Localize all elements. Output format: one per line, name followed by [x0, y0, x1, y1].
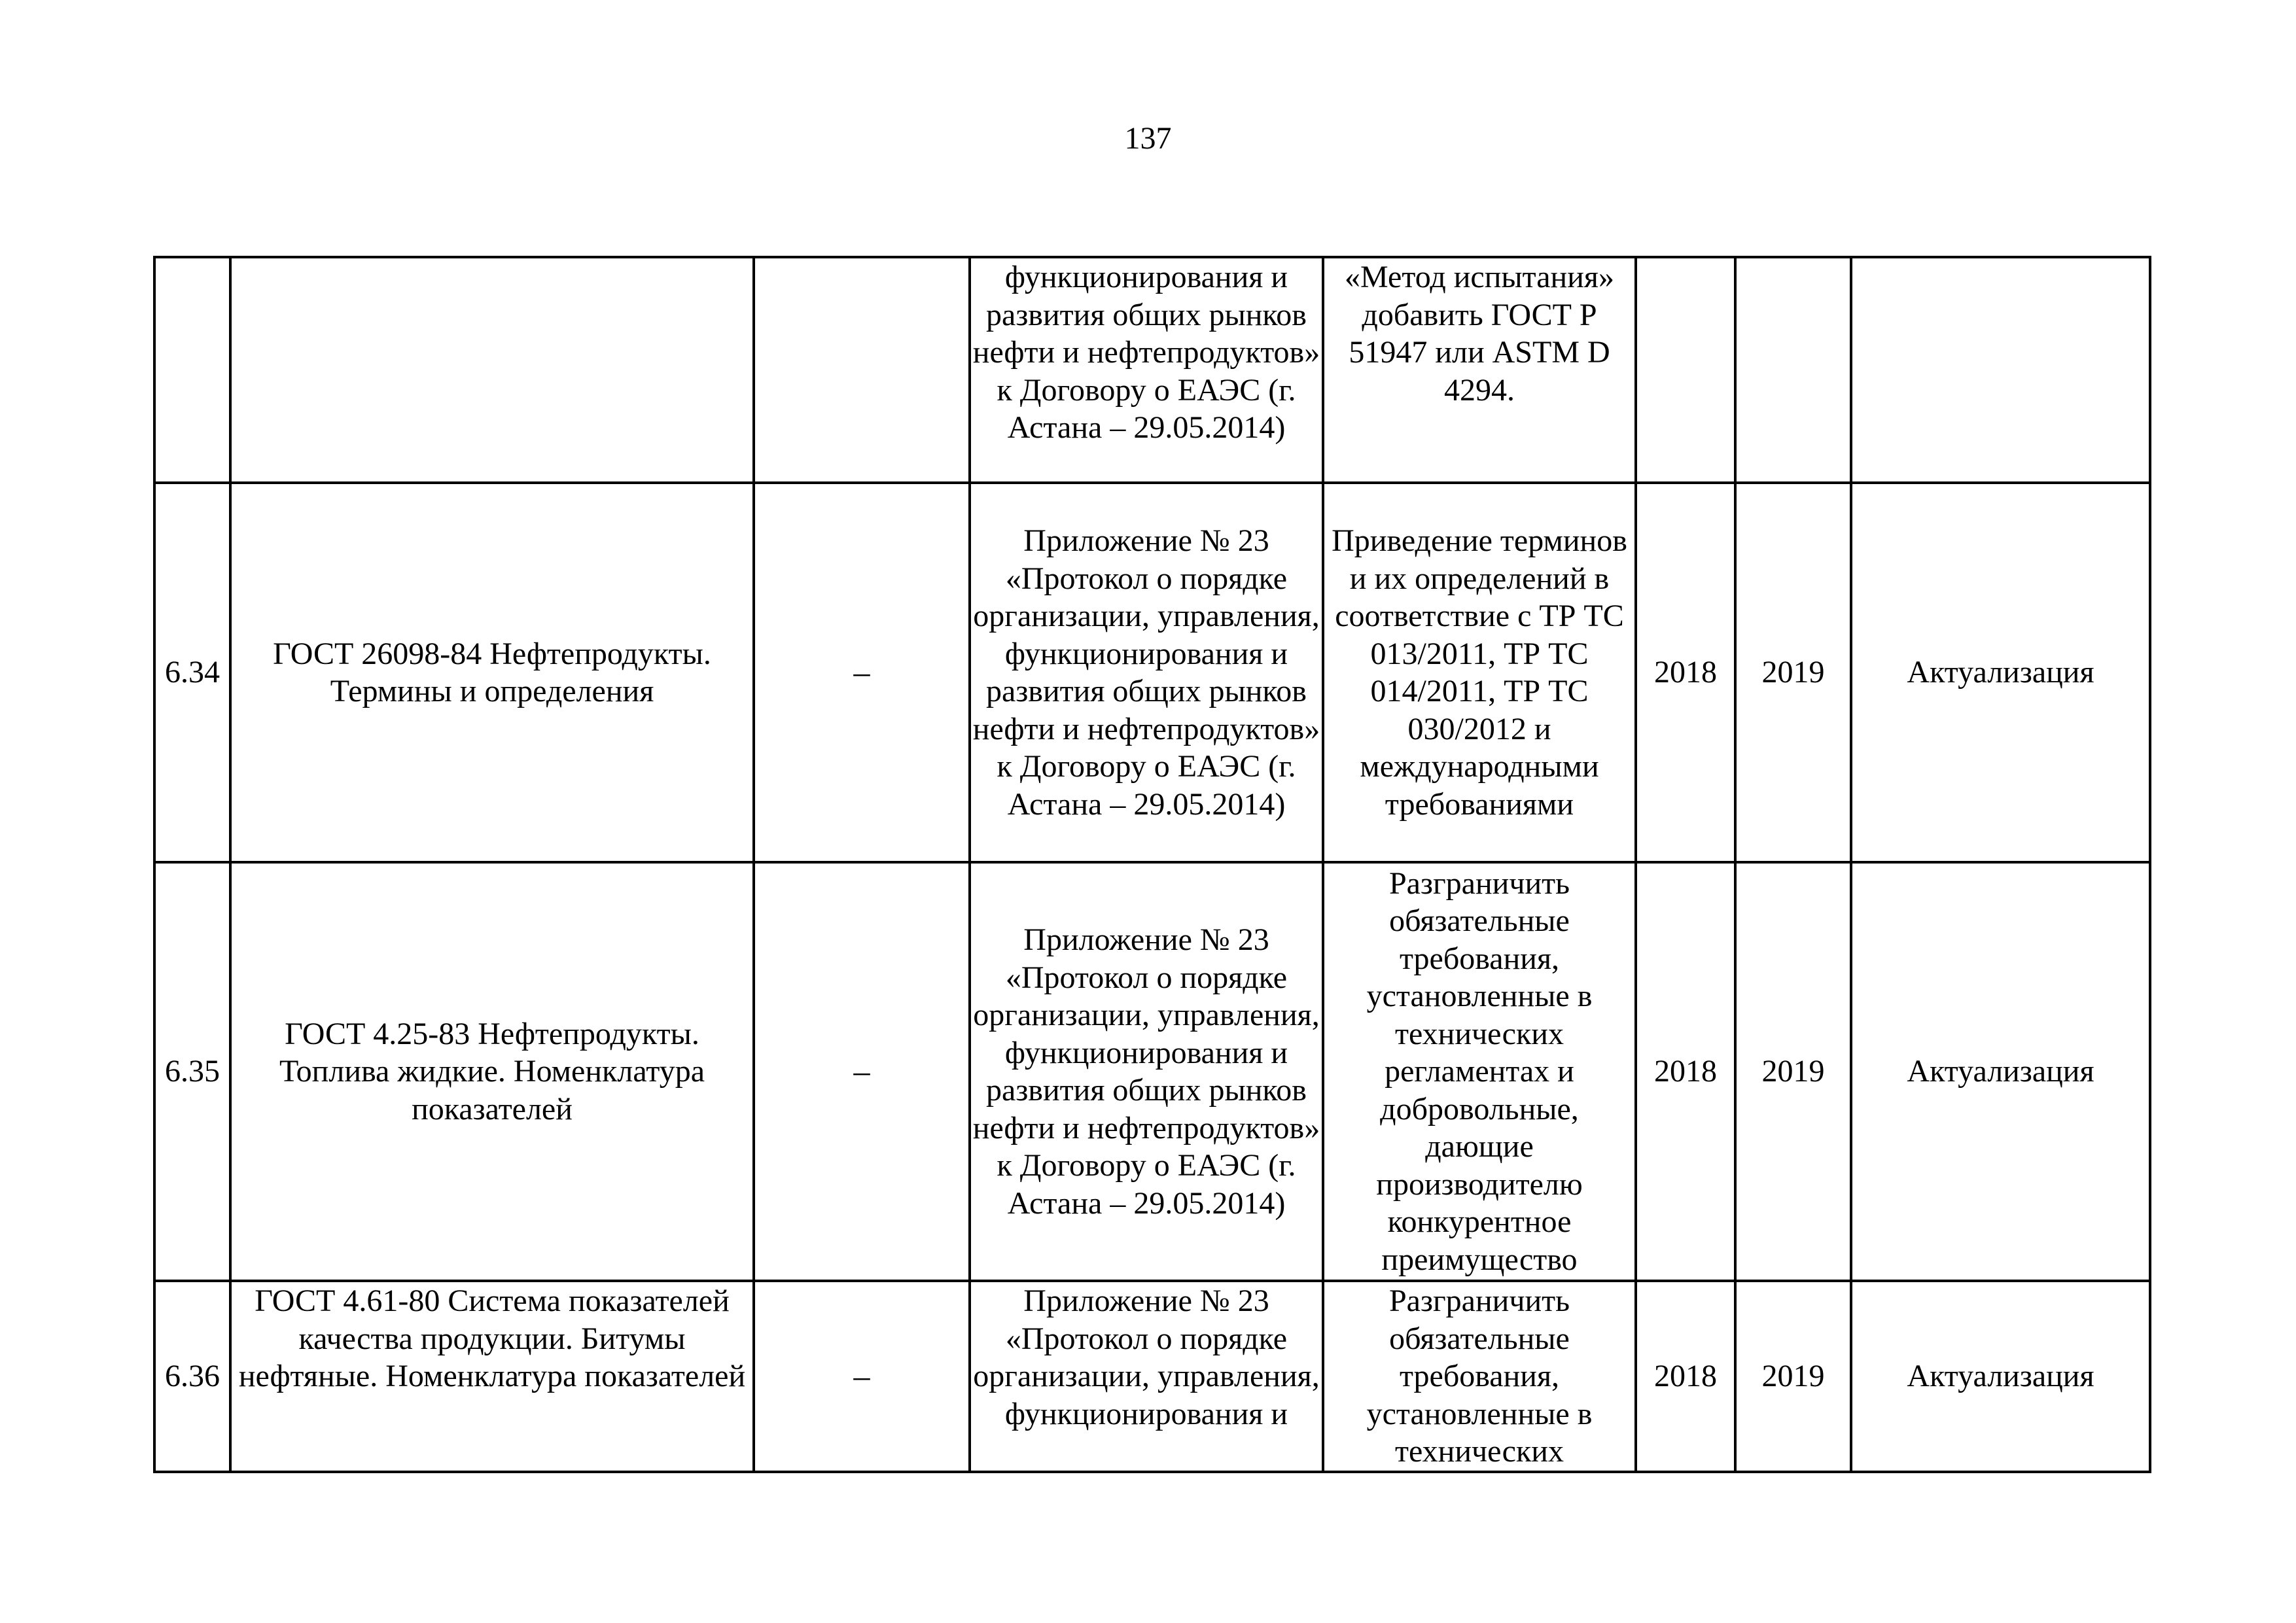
end-year-cell: 2019: [1735, 483, 1851, 862]
start-year-cell: 2018: [1636, 862, 1735, 1281]
action-cell: Актуализация: [1851, 483, 2150, 862]
row-number: 6.35: [154, 862, 230, 1281]
table-row: [154, 257, 2150, 483]
standard-cell: ГОСТ 4.61-80 Система показателей качества продукции. Битумы нефтяные. Номенклатура показателей: [230, 1281, 754, 1472]
standards-table: [153, 256, 2151, 1473]
basis-cell: Приложение № 23 «Протокол о порядке организации, управления, функционирования и: [970, 1281, 1323, 1472]
dash-cell: [754, 257, 970, 483]
action-cell: Актуализация: [1851, 862, 2150, 1281]
reason-cell: Разграничить обязательные требования, установленные в технических: [1323, 1281, 1636, 1472]
dash-cell: –: [754, 1281, 970, 1472]
reason-cell: Приведение терминов и их определений в соответствие с ТР ТС 013/2011, ТР ТС 014/2011, ТР ТС 030/2012 и международными требованиями: [1323, 483, 1636, 862]
basis-cell: Приложение № 23 «Протокол о порядке организации, управления, функционирования и развития общих рынков нефти и нефтепродуктов» к Договору о ЕАЭС (г. Астана – 29.05.2014): [970, 483, 1323, 862]
start-year-cell: [1636, 257, 1735, 483]
table-row: [154, 1281, 2150, 1472]
table-row: [154, 483, 2150, 862]
reason-cell: Разграничить обязательные требования, установленные в технических регламентах и добровольные, дающие производителю конкурентное преимущество: [1323, 862, 1636, 1281]
standard-cell: ГОСТ 26098-84 Нефтепродукты. Термины и определения: [230, 483, 754, 862]
reason-cell: «Метод испытания» добавить ГОСТ Р 51947 или ASTM D 4294.: [1323, 257, 1636, 483]
action-cell: Актуализация: [1851, 1281, 2150, 1472]
start-year-cell: 2018: [1636, 483, 1735, 862]
basis-cell: функционирования и развития общих рынков нефти и нефтепродуктов» к Договору о ЕАЭС (г. Астана – 29.05.2014): [970, 257, 1323, 483]
table-row: [154, 862, 2150, 1281]
end-year-cell: 2019: [1735, 1281, 1851, 1472]
row-number: [154, 257, 230, 483]
dash-cell: –: [754, 483, 970, 862]
standard-cell: [230, 257, 754, 483]
start-year-cell: 2018: [1636, 1281, 1735, 1472]
standard-cell: ГОСТ 4.25-83 Нефтепродукты. Топлива жидкие. Номенклатура показателей: [230, 862, 754, 1281]
end-year-cell: [1735, 257, 1851, 483]
basis-cell: Приложение № 23 «Протокол о порядке организации, управления, функционирования и развития общих рынков нефти и нефтепродуктов» к Договору о ЕАЭС (г. Астана – 29.05.2014): [970, 862, 1323, 1281]
page-number: 137: [1124, 121, 1172, 156]
row-number: 6.34: [154, 483, 230, 862]
dash-cell: –: [754, 862, 970, 1281]
row-number: 6.36: [154, 1281, 230, 1472]
end-year-cell: 2019: [1735, 862, 1851, 1281]
action-cell: [1851, 257, 2150, 483]
